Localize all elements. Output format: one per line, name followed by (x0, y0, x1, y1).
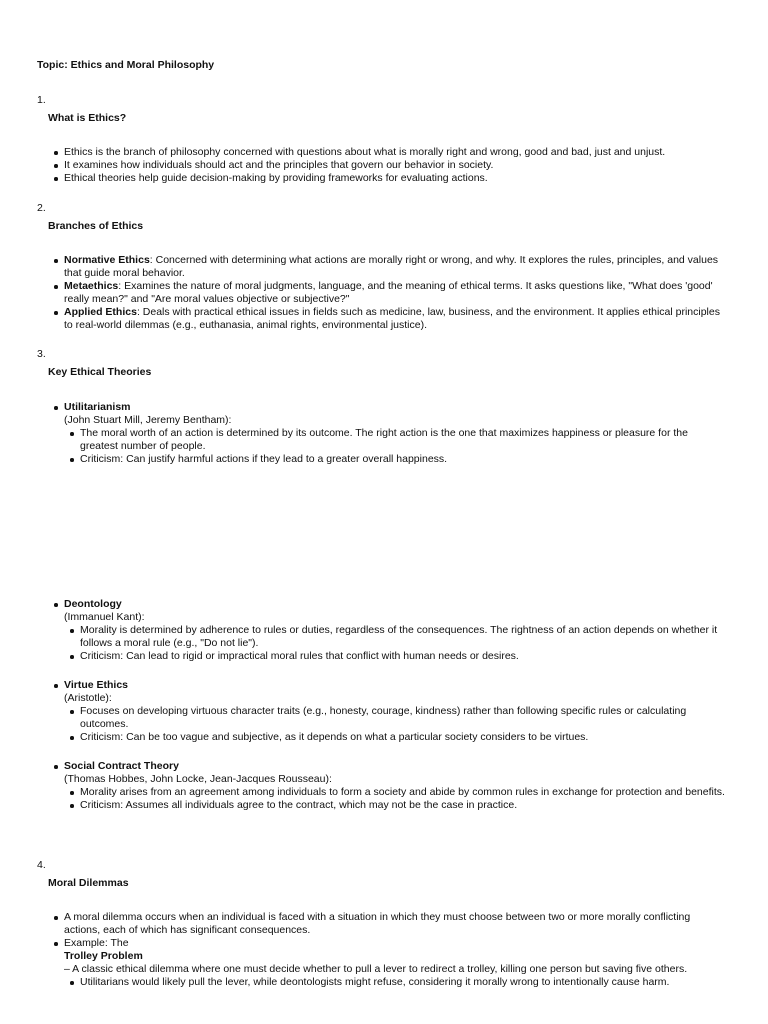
bullet-list (37, 146, 727, 185)
list-item: Ethics is the branch of philosophy concerned with questions about what is morally right and wrong, good and bad, just and unjust. (37, 146, 727, 159)
list-item (37, 306, 727, 332)
theory-authors: (John Stuart Mill, Jeremy Bentham): (64, 414, 232, 426)
sub-list-item: Morality is determined by adherence to rules or duties, regardless of the consequences. The rightness of an action depends on whether it follows a moral rule (e.g., "Do not lie"). (64, 624, 727, 650)
theory-social-contract (37, 760, 727, 812)
list-item: A moral dilemma occurs when an individual is faced with a situation in which they must choose between two or more morally conflicting actions, each of which has significant consequences. (37, 911, 727, 937)
list-item: Ethical theories help guide decision-making by providing frameworks for evaluating actions. (37, 172, 727, 185)
section-key-ethical-theories (37, 348, 727, 380)
list-item (37, 401, 727, 466)
section-heading: What is Ethics? (48, 112, 127, 124)
term-label: Metaethics (64, 280, 119, 292)
section-number: 1. (37, 94, 46, 106)
section-heading: Key Ethical Theories (48, 366, 152, 378)
bullet-list (37, 679, 727, 744)
section-branches-of-ethics (37, 202, 727, 332)
list-item (37, 254, 727, 280)
sub-list-item: The moral worth of an action is determined by its outcome. The right action is the one that maximizes happiness or pleasure for the greatest number of people. (64, 427, 727, 453)
bullet-list (37, 760, 727, 812)
theory-deontology (37, 598, 727, 663)
theory-virtue-ethics (37, 679, 727, 744)
sub-list-item: Morality arises from an agreement among individuals to form a society and abide by common rules in exchange for protection and benefits. (64, 786, 727, 799)
bullet-list (37, 911, 727, 989)
sub-list-item: Criticism: Assumes all individuals agree to the contract, which may not be the case in practice. (64, 799, 727, 812)
sub-bullet-list (64, 705, 727, 744)
theory-utilitarianism (37, 401, 727, 466)
example-term: Trolley Problem (64, 950, 143, 962)
sub-bullet-list (64, 624, 727, 663)
section-number: 3. (37, 348, 46, 360)
term-label: Normative Ethics (64, 254, 150, 266)
theory-authors: (Thomas Hobbes, John Locke, Jean-Jacques Rousseau): (64, 773, 332, 785)
list-item (37, 679, 727, 744)
term-description: : Concerned with determining what actions are morally right or wrong, and why. It explores the rules, principles, and values that guide moral behavior. (64, 254, 719, 279)
example-prefix: Example: The (64, 937, 129, 949)
list-item (37, 760, 727, 812)
section-heading: Moral Dilemmas (48, 877, 129, 889)
list-item (37, 598, 727, 663)
bullet-list (37, 598, 727, 663)
section-moral-dilemmas (37, 859, 727, 989)
sub-bullet-list (64, 786, 727, 812)
sub-list-item: Criticism: Can justify harmful actions if they lead to a greater overall happiness. (64, 453, 727, 466)
theory-authors: (Aristotle): (64, 692, 112, 704)
example-description: – A classic ethical dilemma where one must decide whether to pull a lever to redirect a trolley, killing one person but saving five others. (64, 963, 688, 975)
list-item (37, 937, 727, 989)
section-number: 4. (37, 859, 46, 871)
theory-name: Virtue Ethics (64, 679, 128, 691)
sub-list-item: Criticism: Can be too vague and subjective, as it depends on what a particular society considers to be virtues. (64, 731, 727, 744)
term-description: : Examines the nature of moral judgments, language, and the meaning of ethical terms. It asks questions like, "What does 'good' really mean?" and "Are moral values objective or subjective?" (64, 280, 713, 305)
section-what-is-ethics (37, 94, 727, 185)
bullet-list (37, 401, 727, 466)
term-description: : Deals with practical ethical issues in fields such as medicine, law, business, and the environment. It applies ethical principles to real-world dilemmas (e.g., euthanasia, animal rights, environmental justice). (64, 306, 720, 331)
sub-bullet-list (64, 976, 727, 989)
sub-list-item: Focuses on developing virtuous character traits (e.g., honesty, courage, kindness) rather than following specific rules or calculating outcomes. (64, 705, 727, 731)
sub-list-item: Criticism: Can lead to rigid or impractical moral rules that conflict with human needs or desires. (64, 650, 727, 663)
theory-name: Deontology (64, 598, 122, 610)
section-heading: Branches of Ethics (48, 220, 144, 232)
bullet-list (37, 254, 727, 332)
theory-name: Utilitarianism (64, 401, 131, 413)
section-number: 2. (37, 202, 46, 214)
theory-authors: (Immanuel Kant): (64, 611, 145, 623)
sub-list-item: Utilitarians would likely pull the lever, while deontologists might refuse, considering it morally wrong to intentionally cause harm. (64, 976, 727, 989)
topic-title: Topic: Ethics and Moral Philosophy (37, 59, 215, 71)
list-item (37, 280, 727, 306)
term-label: Applied Ethics (64, 306, 137, 318)
list-item: It examines how individuals should act and the principles that govern our behavior in society. (37, 159, 727, 172)
sub-bullet-list (64, 427, 727, 466)
theory-name: Social Contract Theory (64, 760, 179, 772)
